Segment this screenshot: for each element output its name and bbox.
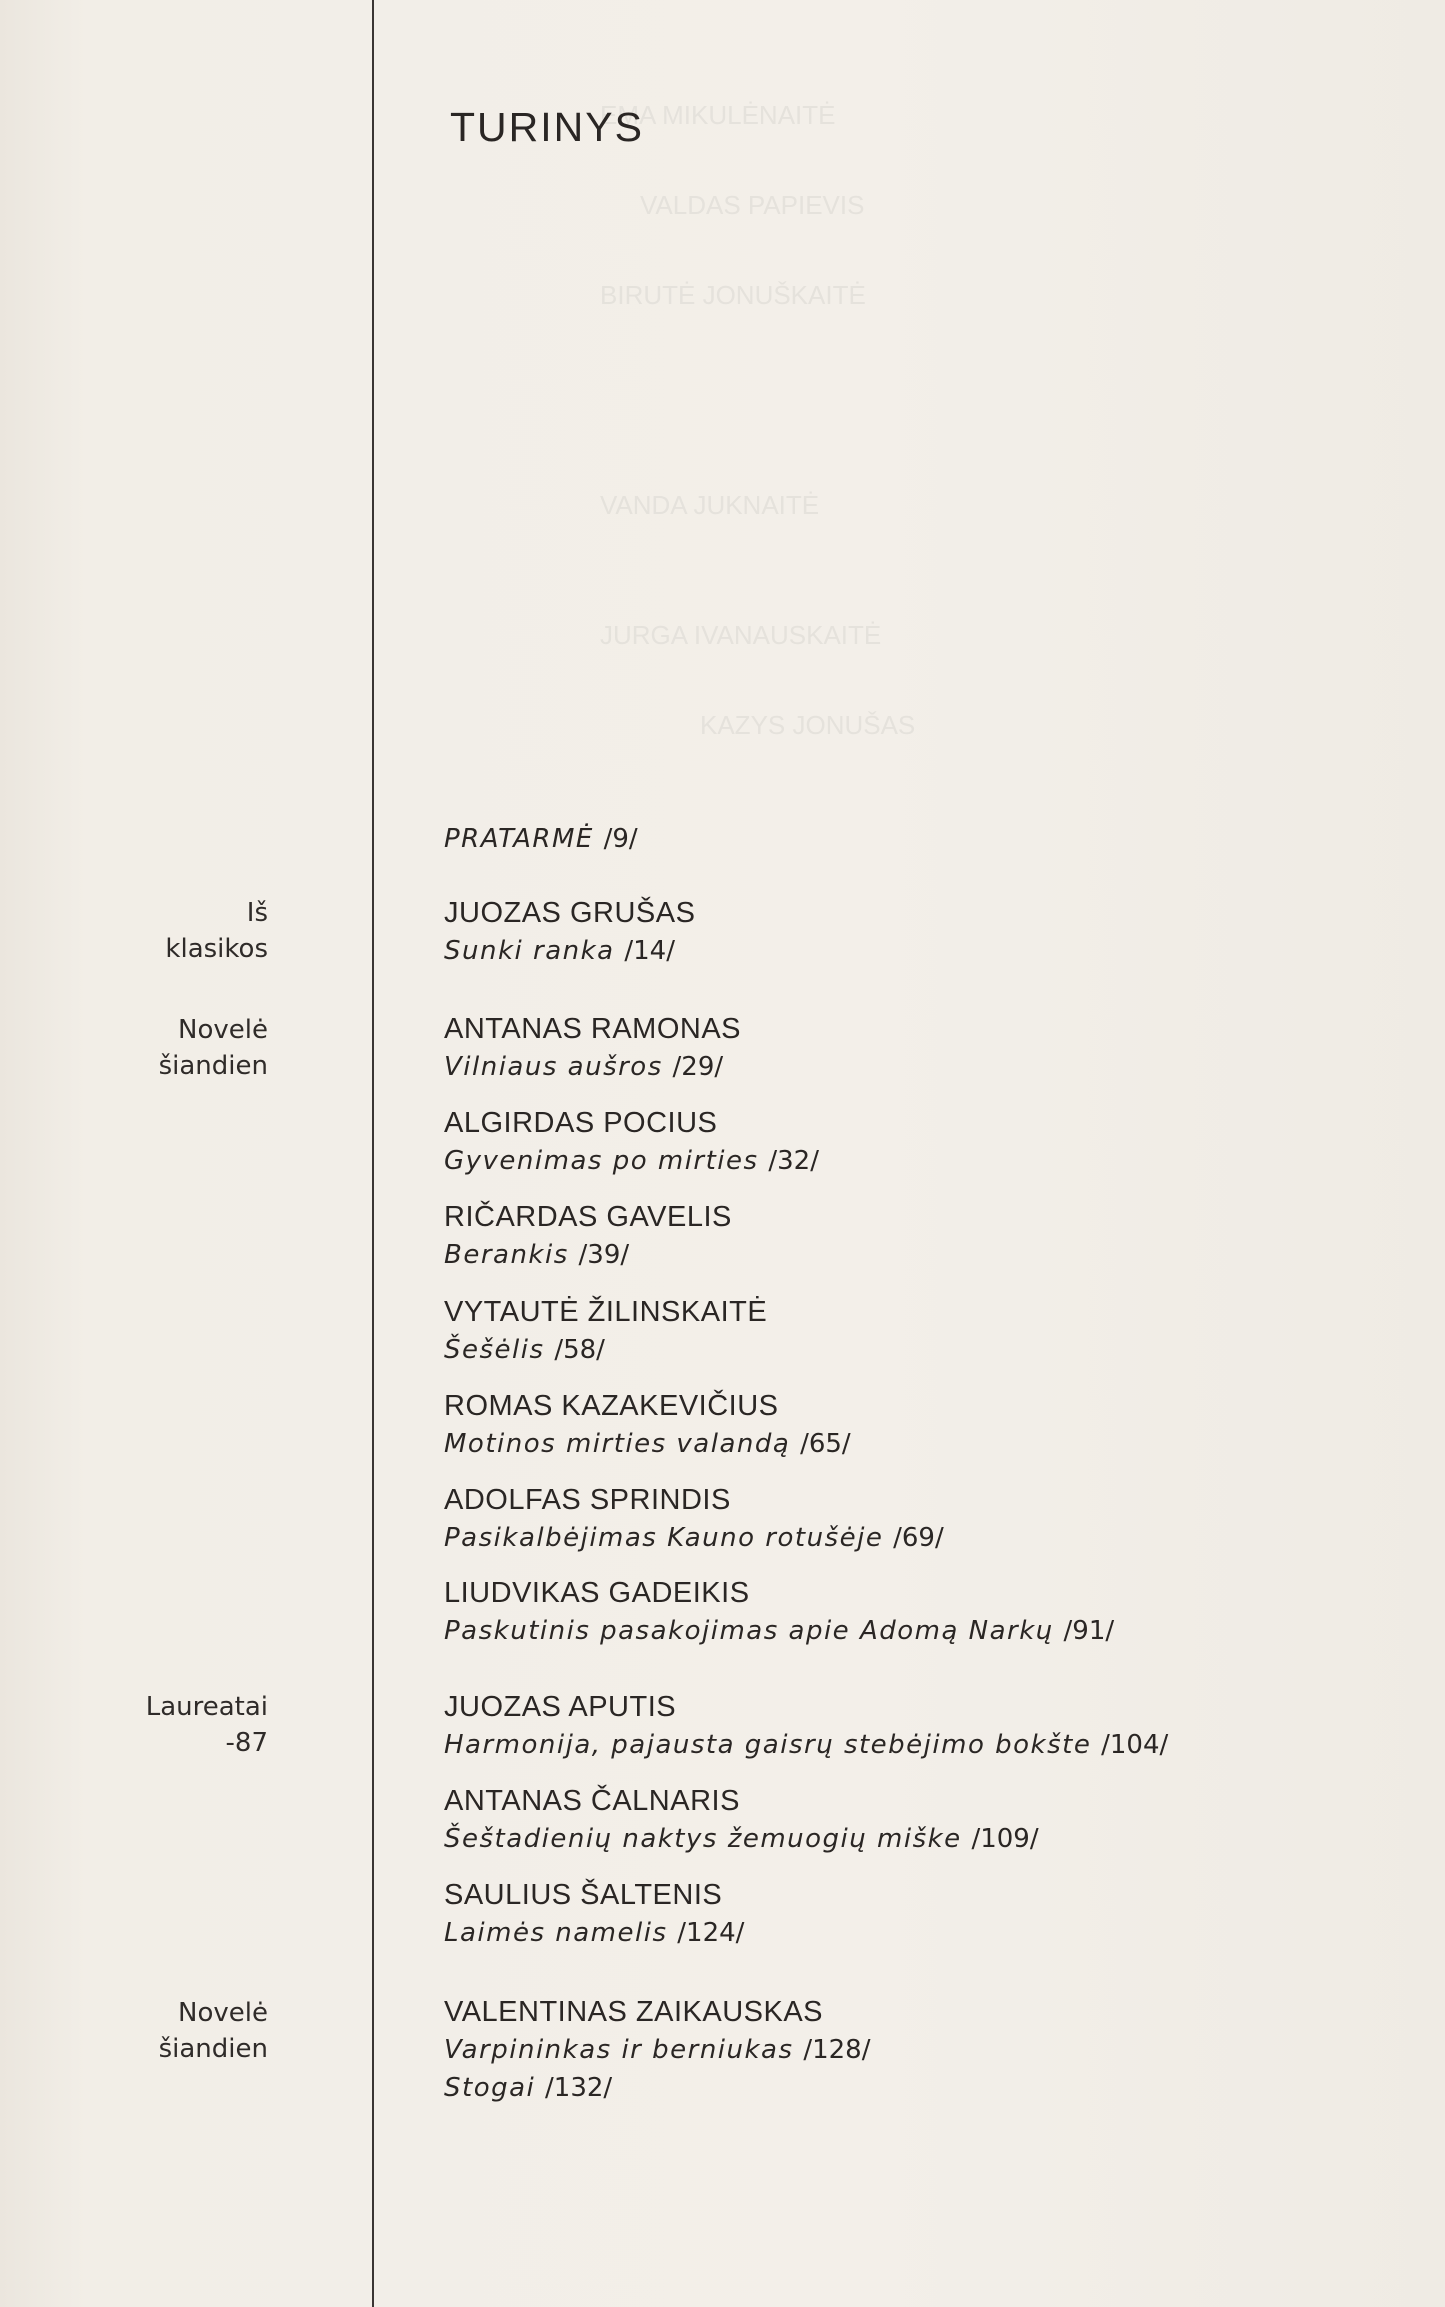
section-label-novele-siandien xyxy=(159,1995,268,2067)
work-title: Šešėlis /58/ xyxy=(444,1335,605,1365)
section-label-line: šiandien xyxy=(158,1051,268,1081)
work-title: Paskutinis pasakojimas apie Adomą Narkų /91/ xyxy=(444,1616,1115,1646)
toc-entry xyxy=(444,1574,1404,1650)
toc-entry xyxy=(444,1198,1404,1274)
page-title: TURINYS xyxy=(450,104,644,150)
page-number: /69/ xyxy=(893,1523,944,1553)
column-divider xyxy=(372,0,374,2307)
author-name: SAULIUS ŠALTENIS xyxy=(444,1879,723,1911)
page-number: /58/ xyxy=(554,1335,605,1365)
section-label-line: šiandien xyxy=(158,2034,268,2064)
work-title: Berankis /39/ xyxy=(444,1240,630,1270)
toc-entry xyxy=(444,1876,1404,1952)
author-name: ALGIRDAS POCIUS xyxy=(444,1107,718,1139)
toc-entry xyxy=(444,1104,1404,1180)
toc-entry xyxy=(444,1993,1404,2107)
author-name: VALENTINAS ZAIKAUSKAS xyxy=(444,1996,824,2028)
work-title: Motinos mirties valandą /65/ xyxy=(444,1429,851,1459)
toc-entry xyxy=(444,1387,1404,1463)
author-name: ANTANAS RAMONAS xyxy=(444,1013,742,1045)
section-label-novele-siandien xyxy=(159,1012,268,1084)
author-name: JUOZAS GRUŠAS xyxy=(444,897,696,929)
toc-entry xyxy=(444,1688,1404,1764)
section-label-line: Novelė xyxy=(178,1015,268,1045)
page-number: /32/ xyxy=(768,1146,819,1176)
page-number: /39/ xyxy=(578,1240,630,1270)
work-title: Laimės namelis /124/ xyxy=(444,1918,745,1948)
toc-entry xyxy=(444,894,1404,970)
section-label-line: Laureatai xyxy=(145,1692,268,1722)
page-number: /91/ xyxy=(1063,1616,1115,1646)
bleed-through-text: EMA MIKULĖNAITĖ xyxy=(600,100,836,130)
section-label-laureatai-87 xyxy=(146,1689,268,1761)
section-label-line: Novelė xyxy=(178,1998,268,2028)
page-number: /109/ xyxy=(971,1824,1039,1854)
author-name: LIUDVIKAS GADEIKIS xyxy=(444,1577,750,1609)
toc-entry xyxy=(444,1481,1404,1557)
work-title: Šeštadienių naktys žemuogių miške /109/ xyxy=(444,1824,1039,1854)
toc-entry-pratarme xyxy=(444,820,1404,858)
bleed-through-text: BIRUTĖ JONUŠKAITĖ xyxy=(600,280,866,310)
page-number: /124/ xyxy=(677,1918,745,1948)
work-title: Pasikalbėjimas Kauno rotušėje /69/ xyxy=(444,1523,944,1553)
work-title: PRATARMĖ /9/ xyxy=(444,824,638,854)
bleed-through-text: JURGA IVANAUSKAITĖ xyxy=(600,620,882,650)
author-name: VYTAUTĖ ŽILINSKAITĖ xyxy=(444,1296,768,1328)
page-number: /29/ xyxy=(672,1052,724,1082)
toc-entry xyxy=(444,1293,1404,1369)
page-number: /104/ xyxy=(1101,1730,1169,1760)
section-label-is-klasikos xyxy=(165,895,268,967)
page-number: /132/ xyxy=(545,2073,613,2103)
bleed-through-text: VANDA JUKNAITĖ xyxy=(600,490,820,520)
section-label-line: klasikos xyxy=(165,934,268,964)
page-number: /65/ xyxy=(800,1429,851,1459)
work-title: Gyvenimas po mirties /32/ xyxy=(444,1146,819,1176)
author-name: RIČARDAS GAVELIS xyxy=(444,1201,732,1233)
author-name: JUOZAS APUTIS xyxy=(444,1691,677,1723)
work-title: Harmonija, pajausta gaisrų stebėjimo bokšte /104/ xyxy=(444,1730,1169,1760)
work-title: Varpininkas ir berniukas /128/ xyxy=(444,2035,871,2065)
work-title: Stogai /132/ xyxy=(444,2073,613,2103)
page-number: /14/ xyxy=(624,936,675,966)
author-name: ADOLFAS SPRINDIS xyxy=(444,1484,731,1516)
author-name: ROMAS KAZAKEVIČIUS xyxy=(444,1390,779,1422)
author-name: ANTANAS ČALNARIS xyxy=(444,1785,740,1817)
work-title: Vilniaus aušros /29/ xyxy=(444,1052,724,1082)
section-label-line: -87 xyxy=(225,1728,268,1758)
work-title: Sunki ranka /14/ xyxy=(444,936,675,966)
toc-entry xyxy=(444,1782,1404,1858)
page-number: /9/ xyxy=(603,824,638,854)
bleed-through-text: VALDAS PAPIEVIS xyxy=(640,190,865,220)
bleed-through-text: KAZYS JONUŠAS xyxy=(700,710,916,740)
page-number: /128/ xyxy=(803,2035,871,2065)
toc-entry xyxy=(444,1010,1404,1086)
section-label-line: Iš xyxy=(246,898,268,928)
